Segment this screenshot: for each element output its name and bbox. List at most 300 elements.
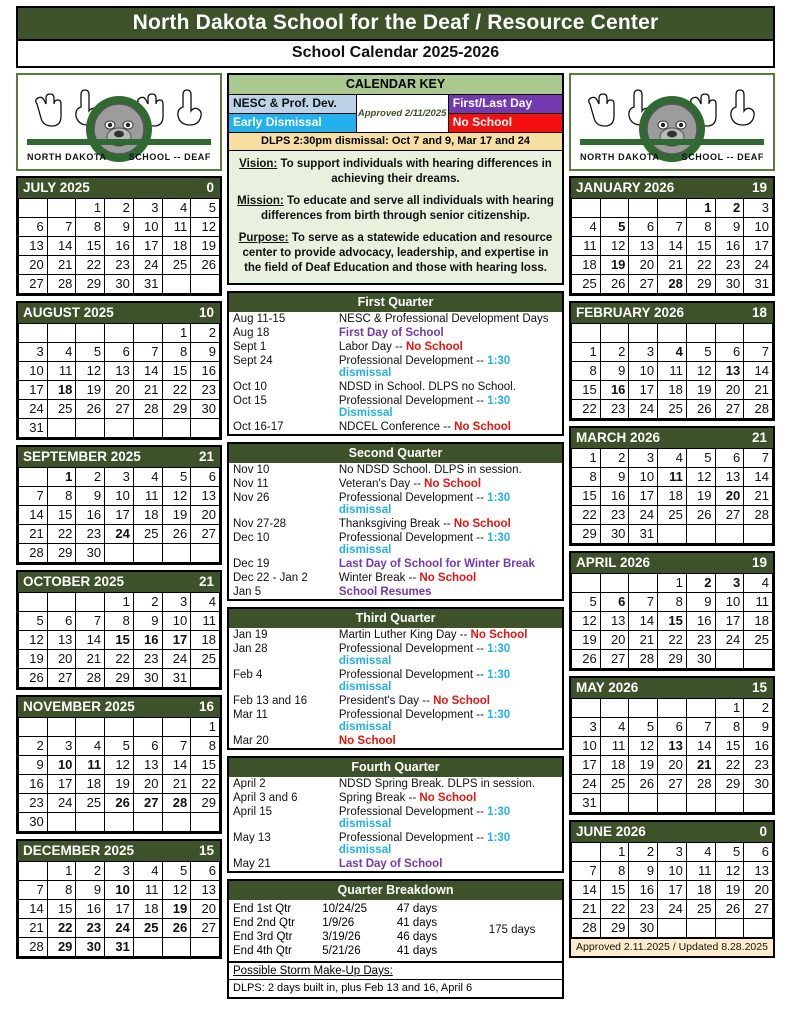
day-cell[interactable]: 12 — [629, 737, 658, 756]
day-cell[interactable]: 9 — [133, 612, 162, 631]
day-cell[interactable]: 9 — [600, 362, 629, 381]
day-cell[interactable]: 25 — [133, 919, 162, 938]
day-cell[interactable]: 1 — [715, 699, 744, 718]
day-cell[interactable]: 22 — [76, 256, 105, 275]
day-cell[interactable] — [658, 794, 687, 813]
day-cell[interactable]: 26 — [686, 400, 715, 419]
day-cell[interactable]: 18 — [191, 631, 220, 650]
day-cell[interactable]: 19 — [162, 900, 191, 919]
day-cell[interactable] — [572, 699, 601, 718]
day-cell[interactable]: 31 — [629, 525, 658, 544]
day-cell[interactable]: 24 — [47, 794, 76, 813]
day-cell[interactable]: 4 — [686, 843, 715, 862]
day-cell[interactable]: 13 — [629, 237, 658, 256]
day-cell[interactable] — [629, 324, 658, 343]
day-cell[interactable]: 23 — [76, 919, 105, 938]
day-cell[interactable]: 3 — [629, 343, 658, 362]
day-cell[interactable]: 3 — [105, 468, 134, 487]
day-cell[interactable] — [105, 544, 134, 563]
day-cell[interactable]: 24 — [744, 256, 773, 275]
day-cell[interactable]: 15 — [600, 881, 629, 900]
day-cell[interactable] — [600, 324, 629, 343]
day-cell[interactable]: 12 — [572, 612, 601, 631]
day-cell[interactable]: 6 — [19, 218, 48, 237]
day-cell[interactable]: 8 — [47, 487, 76, 506]
day-cell[interactable]: 3 — [629, 449, 658, 468]
day-cell[interactable]: 18 — [162, 237, 191, 256]
day-cell[interactable]: 11 — [133, 881, 162, 900]
day-cell[interactable]: 26 — [191, 256, 220, 275]
day-cell[interactable] — [19, 593, 48, 612]
day-cell[interactable]: 9 — [744, 718, 773, 737]
day-cell[interactable]: 7 — [162, 737, 191, 756]
day-cell[interactable]: 6 — [105, 343, 134, 362]
day-cell[interactable]: 20 — [658, 756, 687, 775]
day-cell[interactable]: 12 — [191, 218, 220, 237]
day-cell[interactable]: 5 — [105, 737, 134, 756]
day-cell[interactable]: 27 — [191, 919, 220, 938]
day-cell[interactable]: 9 — [191, 343, 220, 362]
day-cell[interactable]: 5 — [76, 343, 105, 362]
day-cell[interactable]: 21 — [19, 525, 48, 544]
day-cell[interactable]: 9 — [600, 468, 629, 487]
day-cell[interactable]: 6 — [629, 218, 658, 237]
day-cell[interactable] — [191, 938, 220, 957]
day-cell[interactable] — [76, 324, 105, 343]
day-cell[interactable]: 11 — [744, 593, 773, 612]
day-cell[interactable]: 18 — [600, 756, 629, 775]
day-cell[interactable] — [572, 324, 601, 343]
day-cell[interactable] — [47, 199, 76, 218]
day-cell[interactable]: 15 — [105, 631, 134, 650]
day-cell[interactable]: 15 — [572, 381, 601, 400]
day-cell[interactable]: 21 — [133, 381, 162, 400]
day-cell[interactable]: 29 — [162, 400, 191, 419]
day-cell[interactable]: 26 — [105, 794, 134, 813]
day-cell[interactable]: 14 — [19, 900, 48, 919]
day-cell[interactable]: 14 — [162, 756, 191, 775]
day-cell[interactable] — [47, 718, 76, 737]
day-cell[interactable]: 15 — [162, 362, 191, 381]
day-cell[interactable]: 17 — [105, 900, 134, 919]
day-cell[interactable]: 16 — [76, 900, 105, 919]
day-cell[interactable]: 13 — [600, 612, 629, 631]
day-cell[interactable]: 22 — [572, 506, 601, 525]
day-cell[interactable]: 3 — [105, 862, 134, 881]
day-cell[interactable]: 6 — [744, 843, 773, 862]
day-cell[interactable] — [686, 919, 715, 938]
day-cell[interactable]: 11 — [191, 612, 220, 631]
day-cell[interactable]: 23 — [629, 900, 658, 919]
day-cell[interactable]: 1 — [162, 324, 191, 343]
day-cell[interactable]: 20 — [715, 487, 744, 506]
day-cell[interactable]: 8 — [686, 218, 715, 237]
day-cell[interactable]: 2 — [686, 574, 715, 593]
day-cell[interactable] — [715, 525, 744, 544]
day-cell[interactable]: 7 — [76, 612, 105, 631]
day-cell[interactable] — [629, 794, 658, 813]
day-cell[interactable] — [744, 794, 773, 813]
day-cell[interactable]: 16 — [19, 775, 48, 794]
day-cell[interactable]: 13 — [191, 881, 220, 900]
day-cell[interactable]: 22 — [686, 256, 715, 275]
day-cell[interactable]: 2 — [715, 199, 744, 218]
day-cell[interactable]: 9 — [686, 593, 715, 612]
day-cell[interactable]: 24 — [715, 631, 744, 650]
day-cell[interactable]: 14 — [19, 506, 48, 525]
day-cell[interactable]: 4 — [162, 199, 191, 218]
day-cell[interactable]: 31 — [19, 419, 48, 438]
day-cell[interactable]: 21 — [658, 256, 687, 275]
day-cell[interactable]: 30 — [19, 813, 48, 832]
day-cell[interactable]: 30 — [133, 669, 162, 688]
day-cell[interactable]: 12 — [686, 468, 715, 487]
day-cell[interactable]: 18 — [744, 612, 773, 631]
day-cell[interactable]: 11 — [658, 468, 687, 487]
day-cell[interactable]: 5 — [686, 449, 715, 468]
day-cell[interactable] — [76, 813, 105, 832]
day-cell[interactable]: 1 — [105, 593, 134, 612]
day-cell[interactable]: 27 — [105, 400, 134, 419]
day-cell[interactable] — [47, 324, 76, 343]
day-cell[interactable]: 29 — [47, 544, 76, 563]
day-cell[interactable] — [162, 419, 191, 438]
day-cell[interactable]: 18 — [686, 881, 715, 900]
day-cell[interactable]: 23 — [105, 256, 134, 275]
day-cell[interactable]: 5 — [19, 612, 48, 631]
day-cell[interactable]: 31 — [572, 794, 601, 813]
day-cell[interactable]: 31 — [162, 669, 191, 688]
day-cell[interactable]: 29 — [686, 275, 715, 294]
day-cell[interactable] — [600, 699, 629, 718]
day-cell[interactable] — [162, 544, 191, 563]
day-cell[interactable]: 11 — [600, 737, 629, 756]
day-cell[interactable] — [600, 574, 629, 593]
day-cell[interactable] — [47, 593, 76, 612]
day-cell[interactable] — [658, 919, 687, 938]
day-cell[interactable]: 6 — [715, 449, 744, 468]
day-cell[interactable]: 6 — [133, 737, 162, 756]
day-cell[interactable]: 18 — [658, 381, 687, 400]
day-cell[interactable]: 26 — [76, 400, 105, 419]
day-cell[interactable]: 1 — [47, 862, 76, 881]
day-cell[interactable] — [76, 419, 105, 438]
day-cell[interactable]: 10 — [744, 218, 773, 237]
day-cell[interactable]: 18 — [658, 487, 687, 506]
day-cell[interactable]: 1 — [47, 468, 76, 487]
day-cell[interactable]: 11 — [658, 362, 687, 381]
day-cell[interactable] — [133, 813, 162, 832]
day-cell[interactable]: 11 — [572, 237, 601, 256]
day-cell[interactable]: 16 — [744, 737, 773, 756]
day-cell[interactable]: 2 — [76, 468, 105, 487]
day-cell[interactable]: 19 — [76, 381, 105, 400]
day-cell[interactable]: 23 — [19, 794, 48, 813]
day-cell[interactable]: 3 — [744, 199, 773, 218]
day-cell[interactable] — [191, 544, 220, 563]
day-cell[interactable] — [162, 938, 191, 957]
day-cell[interactable]: 1 — [76, 199, 105, 218]
day-cell[interactable]: 26 — [629, 775, 658, 794]
day-cell[interactable]: 8 — [600, 862, 629, 881]
day-cell[interactable]: 21 — [47, 256, 76, 275]
day-cell[interactable]: 17 — [105, 506, 134, 525]
day-cell[interactable]: 16 — [76, 506, 105, 525]
day-cell[interactable]: 6 — [47, 612, 76, 631]
day-cell[interactable]: 17 — [19, 381, 48, 400]
day-cell[interactable]: 6 — [191, 862, 220, 881]
day-cell[interactable]: 20 — [715, 381, 744, 400]
day-cell[interactable]: 27 — [191, 525, 220, 544]
day-cell[interactable]: 28 — [658, 275, 687, 294]
day-cell[interactable]: 10 — [19, 362, 48, 381]
day-cell[interactable] — [19, 862, 48, 881]
day-cell[interactable]: 27 — [133, 794, 162, 813]
day-cell[interactable] — [105, 419, 134, 438]
day-cell[interactable]: 17 — [572, 756, 601, 775]
day-cell[interactable]: 5 — [629, 718, 658, 737]
day-cell[interactable] — [715, 794, 744, 813]
day-cell[interactable]: 20 — [191, 900, 220, 919]
day-cell[interactable]: 15 — [572, 487, 601, 506]
day-cell[interactable]: 22 — [162, 381, 191, 400]
day-cell[interactable]: 20 — [133, 775, 162, 794]
day-cell[interactable]: 21 — [744, 381, 773, 400]
day-cell[interactable]: 5 — [686, 343, 715, 362]
day-cell[interactable]: 25 — [686, 900, 715, 919]
day-cell[interactable]: 3 — [658, 843, 687, 862]
day-cell[interactable]: 19 — [105, 775, 134, 794]
day-cell[interactable] — [76, 593, 105, 612]
day-cell[interactable]: 5 — [162, 468, 191, 487]
day-cell[interactable]: 3 — [572, 718, 601, 737]
day-cell[interactable]: 31 — [105, 938, 134, 957]
day-cell[interactable]: 2 — [105, 199, 134, 218]
day-cell[interactable]: 26 — [162, 525, 191, 544]
day-cell[interactable]: 1 — [600, 843, 629, 862]
day-cell[interactable]: 5 — [191, 199, 220, 218]
day-cell[interactable]: 30 — [600, 525, 629, 544]
day-cell[interactable]: 28 — [133, 400, 162, 419]
day-cell[interactable]: 12 — [600, 237, 629, 256]
day-cell[interactable] — [658, 699, 687, 718]
day-cell[interactable]: 13 — [715, 362, 744, 381]
day-cell[interactable]: 26 — [572, 650, 601, 669]
day-cell[interactable] — [572, 843, 601, 862]
day-cell[interactable]: 15 — [686, 237, 715, 256]
day-cell[interactable]: 1 — [191, 718, 220, 737]
day-cell[interactable]: 29 — [658, 650, 687, 669]
day-cell[interactable]: 10 — [658, 862, 687, 881]
day-cell[interactable] — [744, 919, 773, 938]
day-cell[interactable]: 19 — [686, 487, 715, 506]
day-cell[interactable]: 12 — [105, 756, 134, 775]
day-cell[interactable]: 18 — [133, 506, 162, 525]
day-cell[interactable]: 10 — [715, 593, 744, 612]
day-cell[interactable]: 8 — [162, 343, 191, 362]
day-cell[interactable]: 6 — [600, 593, 629, 612]
day-cell[interactable] — [162, 275, 191, 294]
day-cell[interactable]: 19 — [686, 381, 715, 400]
day-cell[interactable]: 21 — [686, 756, 715, 775]
day-cell[interactable]: 30 — [76, 938, 105, 957]
day-cell[interactable]: 6 — [715, 343, 744, 362]
day-cell[interactable]: 28 — [76, 669, 105, 688]
day-cell[interactable]: 4 — [133, 862, 162, 881]
day-cell[interactable]: 1 — [572, 343, 601, 362]
day-cell[interactable]: 11 — [76, 756, 105, 775]
day-cell[interactable] — [629, 199, 658, 218]
day-cell[interactable]: 6 — [191, 468, 220, 487]
day-cell[interactable]: 2 — [191, 324, 220, 343]
day-cell[interactable]: 27 — [715, 506, 744, 525]
day-cell[interactable]: 13 — [19, 237, 48, 256]
day-cell[interactable]: 30 — [629, 919, 658, 938]
day-cell[interactable]: 29 — [105, 669, 134, 688]
day-cell[interactable]: 4 — [658, 343, 687, 362]
day-cell[interactable]: 10 — [162, 612, 191, 631]
day-cell[interactable]: 13 — [47, 631, 76, 650]
day-cell[interactable]: 8 — [191, 737, 220, 756]
day-cell[interactable]: 4 — [600, 718, 629, 737]
day-cell[interactable]: 8 — [658, 593, 687, 612]
day-cell[interactable]: 18 — [47, 381, 76, 400]
day-cell[interactable]: 3 — [19, 343, 48, 362]
day-cell[interactable] — [715, 919, 744, 938]
day-cell[interactable]: 22 — [600, 900, 629, 919]
day-cell[interactable]: 19 — [162, 506, 191, 525]
day-cell[interactable]: 14 — [76, 631, 105, 650]
day-cell[interactable]: 27 — [658, 775, 687, 794]
day-cell[interactable] — [658, 525, 687, 544]
day-cell[interactable]: 19 — [572, 631, 601, 650]
day-cell[interactable]: 15 — [191, 756, 220, 775]
day-cell[interactable]: 30 — [715, 275, 744, 294]
day-cell[interactable] — [162, 718, 191, 737]
day-cell[interactable]: 29 — [191, 794, 220, 813]
day-cell[interactable]: 30 — [76, 544, 105, 563]
day-cell[interactable]: 1 — [658, 574, 687, 593]
day-cell[interactable]: 4 — [47, 343, 76, 362]
day-cell[interactable]: 17 — [658, 881, 687, 900]
day-cell[interactable] — [686, 324, 715, 343]
day-cell[interactable]: 20 — [47, 650, 76, 669]
day-cell[interactable]: 25 — [600, 775, 629, 794]
day-cell[interactable]: 20 — [744, 881, 773, 900]
day-cell[interactable]: 13 — [715, 468, 744, 487]
day-cell[interactable]: 13 — [133, 756, 162, 775]
day-cell[interactable]: 19 — [600, 256, 629, 275]
day-cell[interactable]: 22 — [658, 631, 687, 650]
day-cell[interactable] — [191, 419, 220, 438]
day-cell[interactable]: 10 — [105, 881, 134, 900]
day-cell[interactable]: 15 — [715, 737, 744, 756]
day-cell[interactable]: 11 — [133, 487, 162, 506]
day-cell[interactable]: 24 — [162, 650, 191, 669]
day-cell[interactable]: 27 — [715, 400, 744, 419]
day-cell[interactable]: 16 — [600, 381, 629, 400]
day-cell[interactable]: 4 — [572, 218, 601, 237]
day-cell[interactable]: 2 — [19, 737, 48, 756]
day-cell[interactable]: 26 — [162, 919, 191, 938]
day-cell[interactable]: 29 — [600, 919, 629, 938]
day-cell[interactable]: 29 — [572, 525, 601, 544]
day-cell[interactable] — [629, 699, 658, 718]
day-cell[interactable]: 2 — [600, 449, 629, 468]
day-cell[interactable]: 9 — [629, 862, 658, 881]
day-cell[interactable]: 25 — [191, 650, 220, 669]
day-cell[interactable]: 14 — [572, 881, 601, 900]
day-cell[interactable]: 7 — [133, 343, 162, 362]
day-cell[interactable] — [19, 324, 48, 343]
day-cell[interactable]: 18 — [133, 900, 162, 919]
day-cell[interactable]: 3 — [133, 199, 162, 218]
day-cell[interactable]: 22 — [572, 400, 601, 419]
day-cell[interactable]: 16 — [133, 631, 162, 650]
day-cell[interactable]: 27 — [47, 669, 76, 688]
day-cell[interactable] — [191, 275, 220, 294]
day-cell[interactable]: 23 — [133, 650, 162, 669]
day-cell[interactable]: 24 — [133, 256, 162, 275]
day-cell[interactable]: 7 — [19, 881, 48, 900]
day-cell[interactable]: 29 — [715, 775, 744, 794]
day-cell[interactable]: 17 — [162, 631, 191, 650]
day-cell[interactable] — [629, 574, 658, 593]
day-cell[interactable]: 7 — [686, 718, 715, 737]
day-cell[interactable]: 17 — [629, 381, 658, 400]
day-cell[interactable] — [686, 794, 715, 813]
day-cell[interactable]: 22 — [715, 756, 744, 775]
day-cell[interactable]: 21 — [572, 900, 601, 919]
day-cell[interactable]: 25 — [572, 275, 601, 294]
day-cell[interactable] — [133, 544, 162, 563]
day-cell[interactable]: 14 — [133, 362, 162, 381]
day-cell[interactable]: 28 — [744, 400, 773, 419]
day-cell[interactable]: 17 — [715, 612, 744, 631]
day-cell[interactable]: 15 — [658, 612, 687, 631]
day-cell[interactable] — [47, 813, 76, 832]
day-cell[interactable]: 9 — [76, 881, 105, 900]
day-cell[interactable]: 18 — [76, 775, 105, 794]
day-cell[interactable]: 3 — [162, 593, 191, 612]
day-cell[interactable]: 8 — [572, 362, 601, 381]
day-cell[interactable]: 25 — [133, 525, 162, 544]
day-cell[interactable]: 23 — [76, 525, 105, 544]
day-cell[interactable] — [19, 718, 48, 737]
day-cell[interactable]: 24 — [105, 919, 134, 938]
day-cell[interactable]: 17 — [744, 237, 773, 256]
day-cell[interactable]: 11 — [162, 218, 191, 237]
day-cell[interactable]: 8 — [76, 218, 105, 237]
day-cell[interactable]: 13 — [105, 362, 134, 381]
day-cell[interactable]: 24 — [572, 775, 601, 794]
day-cell[interactable]: 7 — [658, 218, 687, 237]
day-cell[interactable]: 19 — [715, 881, 744, 900]
day-cell[interactable] — [715, 650, 744, 669]
day-cell[interactable]: 3 — [715, 574, 744, 593]
day-cell[interactable]: 28 — [572, 919, 601, 938]
day-cell[interactable]: 5 — [600, 218, 629, 237]
day-cell[interactable]: 20 — [629, 256, 658, 275]
day-cell[interactable] — [658, 199, 687, 218]
day-cell[interactable]: 2 — [744, 699, 773, 718]
day-cell[interactable]: 16 — [629, 881, 658, 900]
day-cell[interactable]: 15 — [47, 506, 76, 525]
day-cell[interactable]: 14 — [744, 468, 773, 487]
day-cell[interactable]: 9 — [76, 487, 105, 506]
day-cell[interactable]: 2 — [600, 343, 629, 362]
day-cell[interactable]: 19 — [191, 237, 220, 256]
